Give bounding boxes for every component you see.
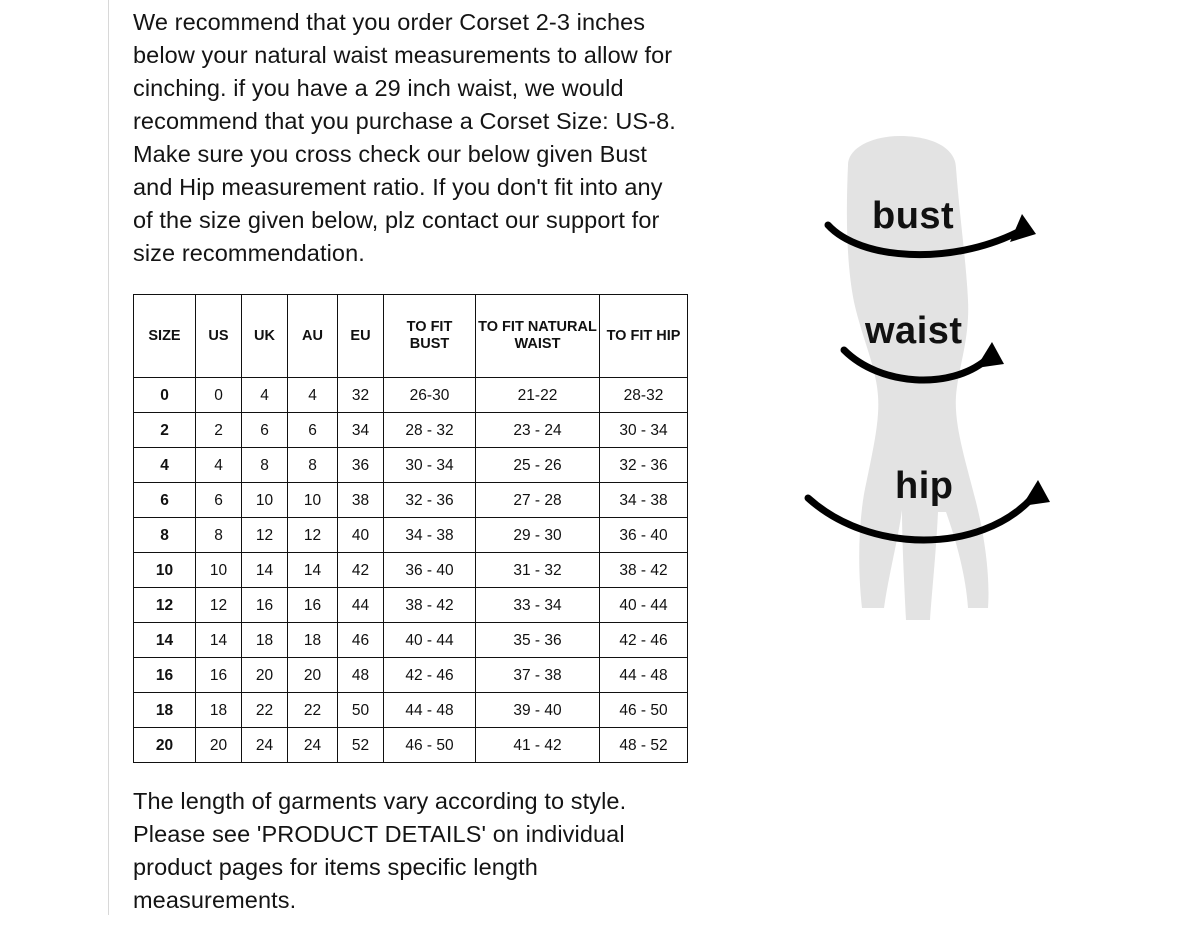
cell-us: 6 xyxy=(196,483,242,518)
cell-us: 12 xyxy=(196,588,242,623)
cell-hip: 34 - 38 xyxy=(600,483,688,518)
intro-paragraph: We recommend that you order Corset 2-3 inches below your natural waist measurements to allow for cinching. if you have a 29 inch waist, we would recommend that you purchase a Corset Size: US-8. Make sure you cross check our below given Bust and Hip measurement ratio. If you don't fit into any of the size given below, plz contact our support for size recommendation. xyxy=(133,9,676,266)
cell-waist: 41 - 42 xyxy=(476,728,600,763)
cell-hip: 38 - 42 xyxy=(600,553,688,588)
cell-uk: 4 xyxy=(242,378,288,413)
cell-bust: 36 - 40 xyxy=(384,553,476,588)
cell-waist: 23 - 24 xyxy=(476,413,600,448)
table-row xyxy=(134,518,688,553)
waist-arrowhead xyxy=(976,342,1004,368)
column-header-eu: EU xyxy=(338,295,384,378)
column-header-size: SIZE xyxy=(134,295,196,378)
table-body xyxy=(134,378,688,763)
cell-waist: 25 - 26 xyxy=(476,448,600,483)
cell-hip: 44 - 48 xyxy=(600,658,688,693)
cell-us: 10 xyxy=(196,553,242,588)
outro-paragraph: The length of garments vary according to style. Please see 'PRODUCT DETAILS' on individual product pages for items specific length measurements. xyxy=(133,788,627,913)
cell-hip: 32 - 36 xyxy=(600,448,688,483)
cell-uk: 18 xyxy=(242,623,288,658)
cell-bust: 26-30 xyxy=(384,378,476,413)
column-header-uk: UK xyxy=(242,295,288,378)
cell-bust: 40 - 44 xyxy=(384,623,476,658)
table-row xyxy=(134,483,688,518)
cell-eu: 50 xyxy=(338,693,384,728)
bust-label: bust xyxy=(872,195,955,237)
table-row xyxy=(134,588,688,623)
cell-size: 2 xyxy=(134,413,196,448)
cell-bust: 32 - 36 xyxy=(384,483,476,518)
cell-size: 4 xyxy=(134,448,196,483)
left-margin-rule xyxy=(108,0,109,915)
cell-waist: 31 - 32 xyxy=(476,553,600,588)
bust-arrowhead xyxy=(1010,214,1036,242)
cell-us: 4 xyxy=(196,448,242,483)
cell-bust: 42 - 46 xyxy=(384,658,476,693)
cell-uk: 20 xyxy=(242,658,288,693)
cell-au: 6 xyxy=(288,413,338,448)
cell-eu: 46 xyxy=(338,623,384,658)
cell-au: 24 xyxy=(288,728,338,763)
cell-bust: 46 - 50 xyxy=(384,728,476,763)
cell-uk: 16 xyxy=(242,588,288,623)
cell-uk: 6 xyxy=(242,413,288,448)
cell-eu: 34 xyxy=(338,413,384,448)
cell-size: 10 xyxy=(134,553,196,588)
cell-waist: 37 - 38 xyxy=(476,658,600,693)
hip-label: hip xyxy=(895,465,954,507)
table-row xyxy=(134,413,688,448)
cell-size: 0 xyxy=(134,378,196,413)
cell-bust: 34 - 38 xyxy=(384,518,476,553)
cell-au: 16 xyxy=(288,588,338,623)
cell-uk: 10 xyxy=(242,483,288,518)
cell-hip: 42 - 46 xyxy=(600,623,688,658)
cell-au: 22 xyxy=(288,693,338,728)
cell-bust: 28 - 32 xyxy=(384,413,476,448)
cell-us: 2 xyxy=(196,413,242,448)
cell-eu: 44 xyxy=(338,588,384,623)
cell-au: 18 xyxy=(288,623,338,658)
text-and-table-column xyxy=(133,0,693,941)
cell-uk: 8 xyxy=(242,448,288,483)
cell-au: 8 xyxy=(288,448,338,483)
cell-bust: 44 - 48 xyxy=(384,693,476,728)
cell-au: 12 xyxy=(288,518,338,553)
cell-size: 16 xyxy=(134,658,196,693)
cell-uk: 22 xyxy=(242,693,288,728)
column-header-us: US xyxy=(196,295,242,378)
cell-hip: 46 - 50 xyxy=(600,693,688,728)
cell-hip: 30 - 34 xyxy=(600,413,688,448)
cell-us: 8 xyxy=(196,518,242,553)
cell-waist: 39 - 40 xyxy=(476,693,600,728)
cell-uk: 12 xyxy=(242,518,288,553)
size-chart-table xyxy=(133,294,688,763)
waist-label: waist xyxy=(865,310,963,352)
column-header-au: AU xyxy=(288,295,338,378)
cell-hip: 36 - 40 xyxy=(600,518,688,553)
cell-uk: 24 xyxy=(242,728,288,763)
cell-eu: 42 xyxy=(338,553,384,588)
cell-waist: 33 - 34 xyxy=(476,588,600,623)
cell-size: 12 xyxy=(134,588,196,623)
cell-eu: 40 xyxy=(338,518,384,553)
cell-size: 20 xyxy=(134,728,196,763)
cell-size: 8 xyxy=(134,518,196,553)
cell-waist: 29 - 30 xyxy=(476,518,600,553)
cell-eu: 38 xyxy=(338,483,384,518)
cell-eu: 52 xyxy=(338,728,384,763)
cell-size: 18 xyxy=(134,693,196,728)
cell-us: 18 xyxy=(196,693,242,728)
hip-arrowhead xyxy=(1022,480,1050,506)
cell-waist: 21-22 xyxy=(476,378,600,413)
cell-hip: 40 - 44 xyxy=(600,588,688,623)
table-header-row xyxy=(134,295,688,378)
cell-hip: 48 - 52 xyxy=(600,728,688,763)
cell-bust: 30 - 34 xyxy=(384,448,476,483)
body-measurement-figure xyxy=(760,110,1120,790)
cell-au: 10 xyxy=(288,483,338,518)
cell-eu: 36 xyxy=(338,448,384,483)
column-header-hip: TO FIT HIP xyxy=(600,295,688,378)
column-header-bust: TO FIT BUST xyxy=(384,295,476,378)
table-row xyxy=(134,378,688,413)
cell-size: 14 xyxy=(134,623,196,658)
table-row xyxy=(134,728,688,763)
table-row xyxy=(134,553,688,588)
cell-uk: 14 xyxy=(242,553,288,588)
cell-us: 16 xyxy=(196,658,242,693)
table-row xyxy=(134,623,688,658)
cell-us: 20 xyxy=(196,728,242,763)
cell-hip: 28-32 xyxy=(600,378,688,413)
cell-size: 6 xyxy=(134,483,196,518)
table-row xyxy=(134,658,688,693)
cell-waist: 35 - 36 xyxy=(476,623,600,658)
cell-au: 20 xyxy=(288,658,338,693)
table-row xyxy=(134,693,688,728)
column-header-waist: TO FIT NATURAL WAIST xyxy=(476,295,600,378)
cell-eu: 32 xyxy=(338,378,384,413)
cell-us: 14 xyxy=(196,623,242,658)
cell-waist: 27 - 28 xyxy=(476,483,600,518)
cell-au: 14 xyxy=(288,553,338,588)
table-row xyxy=(134,448,688,483)
cell-eu: 48 xyxy=(338,658,384,693)
cell-bust: 38 - 42 xyxy=(384,588,476,623)
cell-au: 4 xyxy=(288,378,338,413)
cell-us: 0 xyxy=(196,378,242,413)
